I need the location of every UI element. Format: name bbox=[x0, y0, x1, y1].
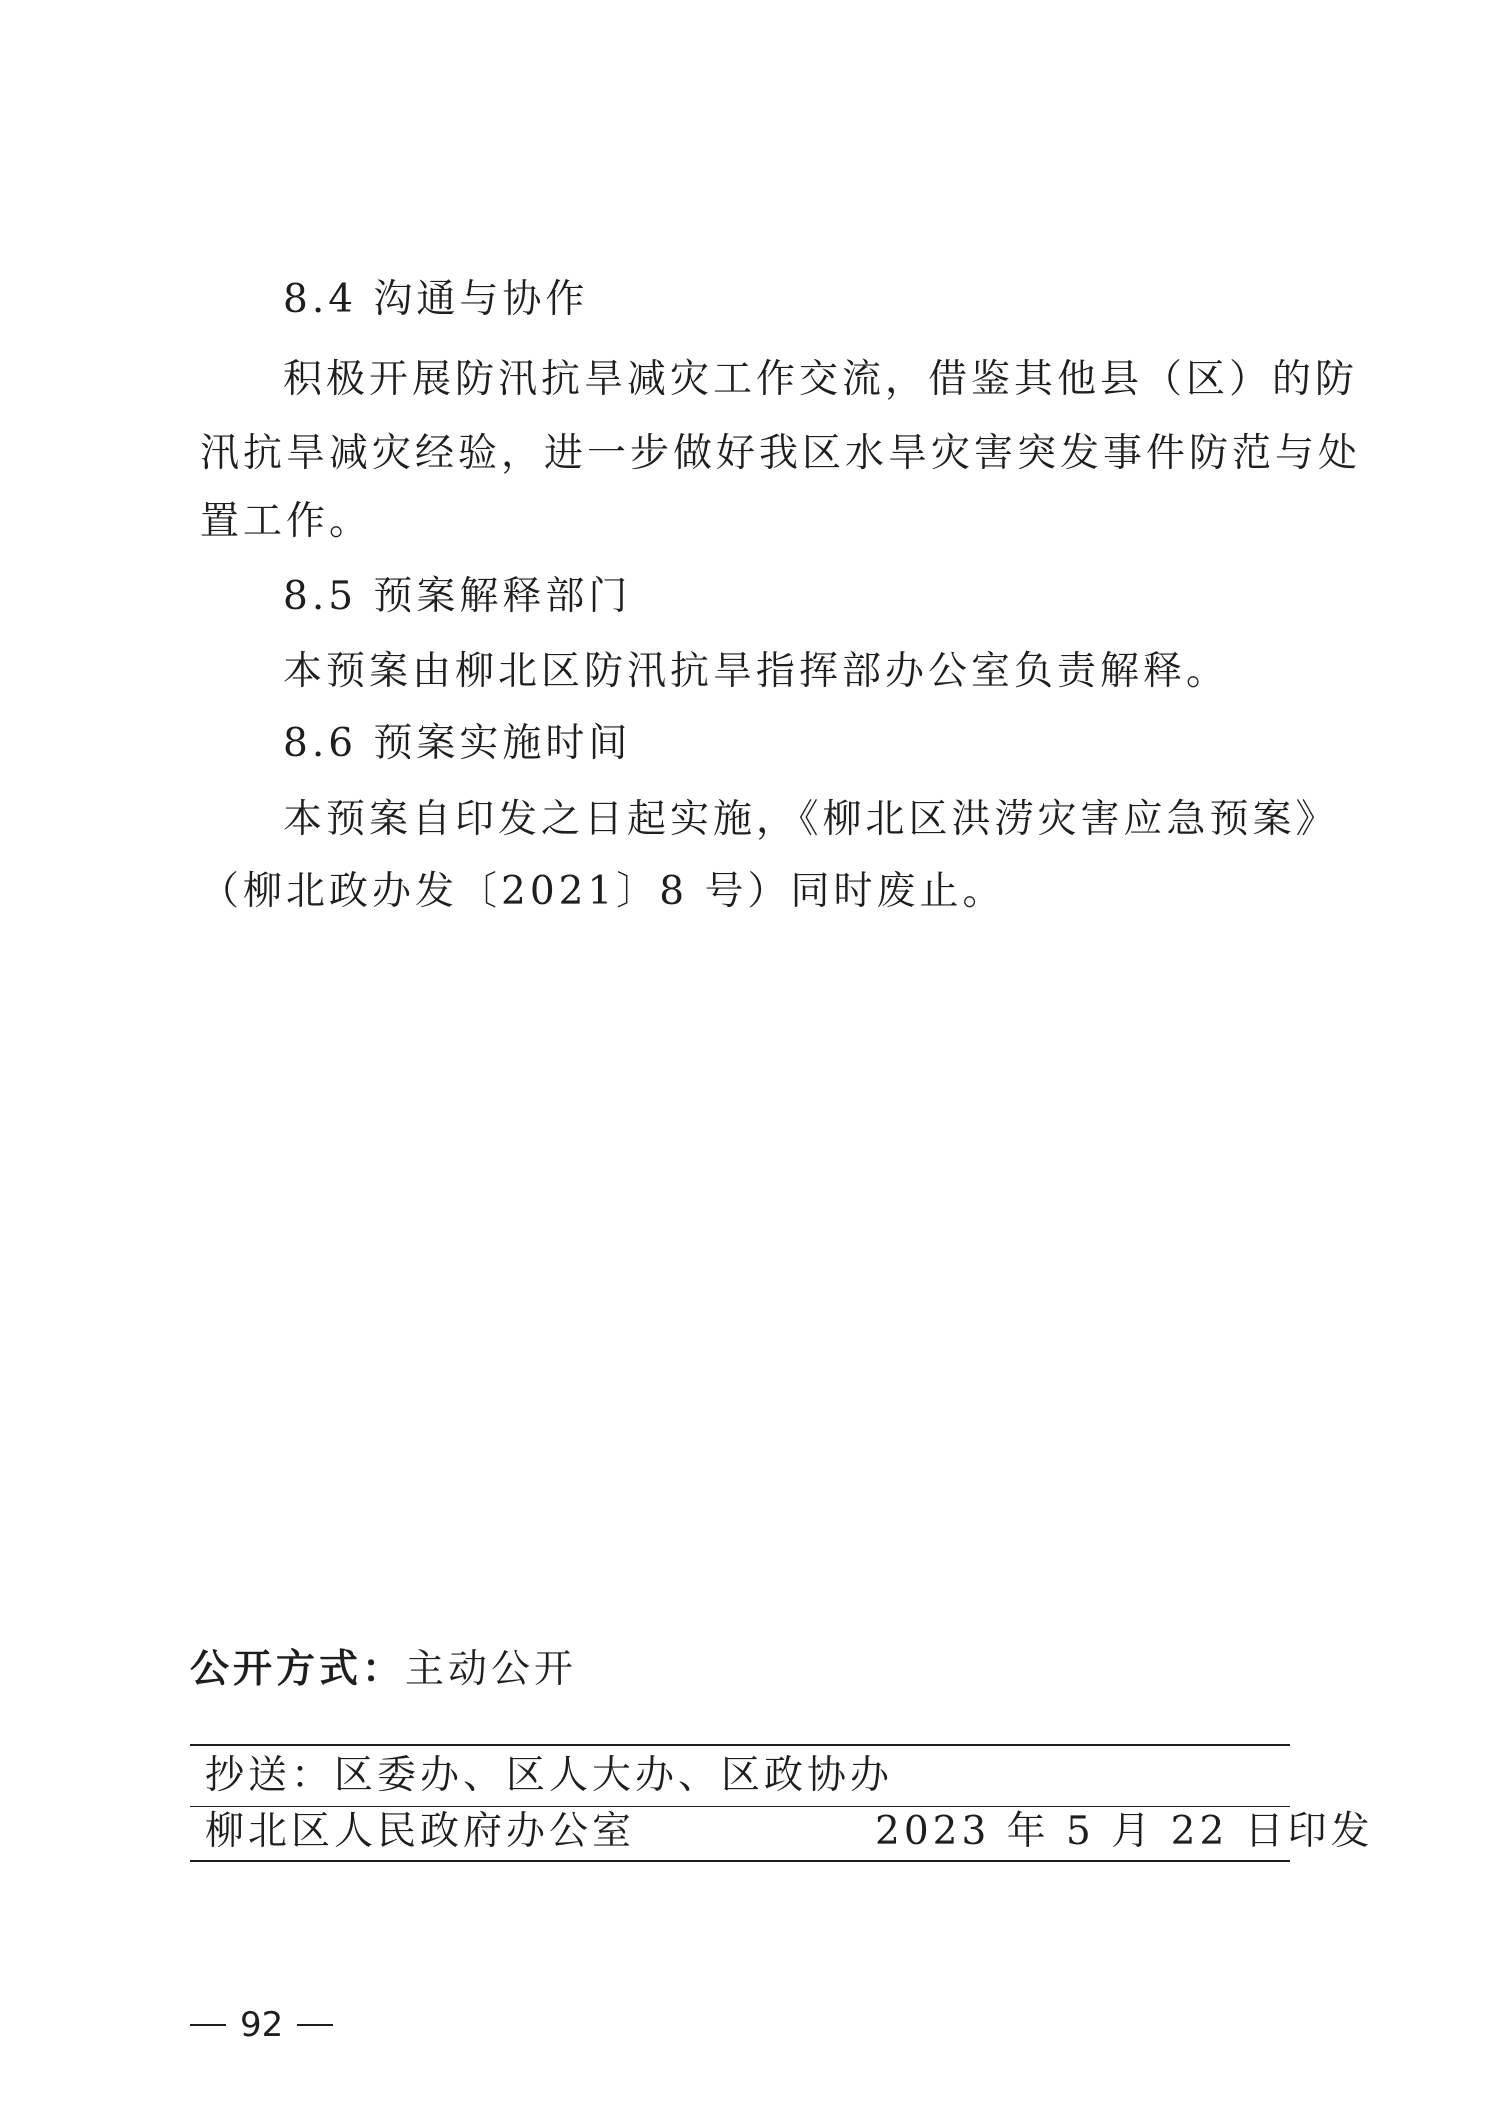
disclosure-value: 主动公开 bbox=[405, 1647, 578, 1692]
section-8-4-title: 8.4 沟通与协作 bbox=[283, 277, 589, 322]
disclosure-label: 公开方式： bbox=[190, 1647, 406, 1692]
section-8-6-paragraph-line-1: 本预案自印发之日起实施，《柳北区洪涝灾害应急预案》 bbox=[283, 797, 1339, 842]
distribution-top-rule bbox=[190, 1744, 1290, 1746]
page-footer bbox=[190, 2005, 333, 2045]
section-8-4-paragraph-line-1: 积极开展防汛抗旱减灾工作交流，借鉴其他县（区）的防 bbox=[283, 357, 1359, 402]
section-8-6-paragraph-line-2: （柳北政办发〔2021〕8 号）同时废止。 bbox=[200, 869, 1006, 914]
distribution-bottom-rule bbox=[190, 1860, 1290, 1862]
section-8-4-paragraph-line-2: 汛抗旱减灾经验，进一步做好我区水旱灾害突发事件防范与处 bbox=[200, 431, 1362, 476]
distribution-issue-date: 2023 年 5 月 22 日印发 bbox=[875, 1809, 1374, 1854]
page-number-left-dash bbox=[190, 2024, 226, 2026]
section-8-5-paragraph: 本预案由柳北区防汛抗旱指挥部办公室负责解释。 bbox=[283, 649, 1230, 694]
page-number-right-dash bbox=[297, 2024, 333, 2026]
section-8-5-title: 8.5 预案解释部门 bbox=[283, 574, 632, 619]
section-8-6-title: 8.6 预案实施时间 bbox=[283, 721, 632, 766]
distribution-cc: 抄送：区委办、区人大办、区政协办 bbox=[205, 1753, 894, 1798]
section-8-4-paragraph-line-3: 置工作。 bbox=[200, 499, 373, 544]
distribution-middle-rule bbox=[190, 1806, 1290, 1807]
disclosure-line bbox=[190, 1646, 577, 1694]
page-number: 92 bbox=[240, 2005, 284, 2045]
distribution-issuer: 柳北区人民政府办公室 bbox=[205, 1809, 636, 1854]
